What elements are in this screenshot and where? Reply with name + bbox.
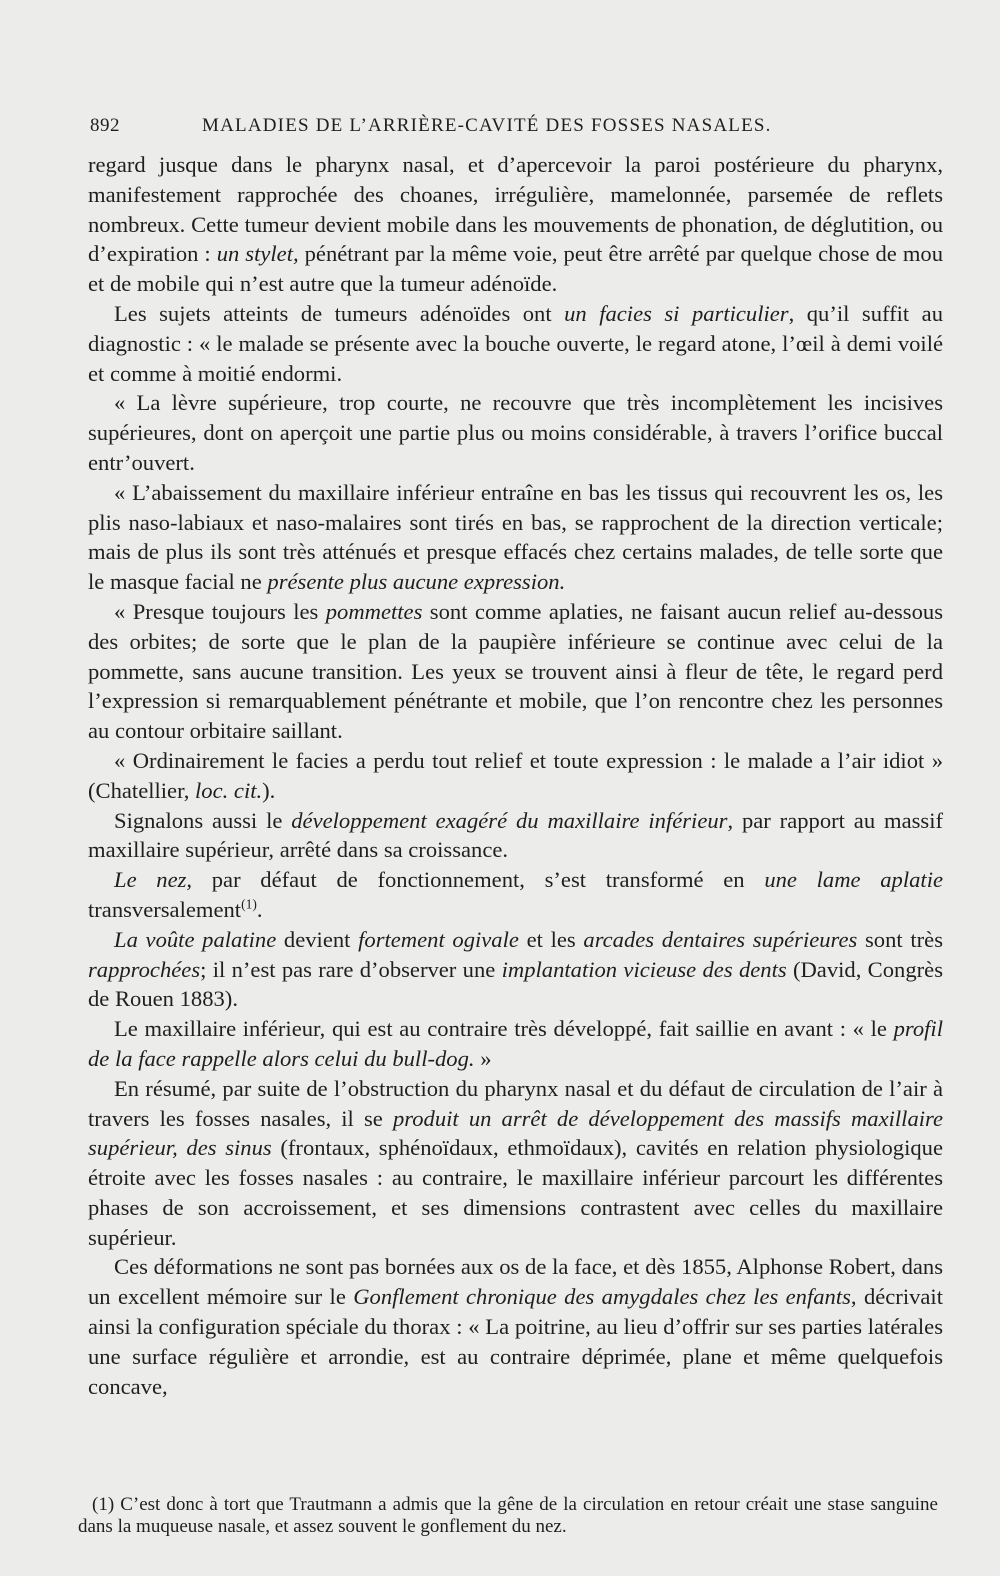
paragraph-6 xyxy=(88,746,943,806)
text-run: Signalons aussi le xyxy=(114,807,292,833)
text-run: « Ordinairement le facies a perdu tout relief et toute expression : le malade a l’air idiot » (Chatellier, xyxy=(88,747,943,803)
footnote-text xyxy=(78,1494,938,1538)
text-run: transversalement xyxy=(88,896,242,922)
running-title: MALADIES DE L’ARRIÈRE-CAVITÉ DES FOSSES NASALES. xyxy=(202,115,772,136)
italic-run: Gonflement chronique des amygdales chez les enfants xyxy=(353,1284,851,1310)
italic-run: loc. cit. xyxy=(195,777,263,803)
body-text xyxy=(88,150,943,1401)
italic-run: pommettes xyxy=(325,598,423,624)
text-run: par défaut de fonctionnement, s’est transformé en xyxy=(192,867,765,893)
italic-run: présente plus aucune expression. xyxy=(267,569,566,595)
text-run: » xyxy=(474,1045,492,1071)
italic-run: une lame aplatie xyxy=(764,867,943,893)
italic-run: profil de la face rappelle alors celui du bull-dog. xyxy=(88,1016,943,1071)
text-run: « L’abaissement du maxillaire inférieur entraîne en bas les tissus qui recouvrent les os, les plis naso-labiaux et naso-malaires sont tirés en bas, se rapprochent de la direction verticale; mais de plus ils sont très atténués et presque effacés chez certains malades, de telle sorte que le masque facial ne xyxy=(88,479,943,595)
paragraph-10 xyxy=(88,1014,943,1074)
text-run: sont comme aplaties, ne faisant aucun relief au-dessous des orbites; de sorte que le plan de la paupière inférieure se continue avec celui de la pommette, sans aucune transition. Les yeux se trouvent ainsi à fleur de tête, le regard perd l’expression si remarquablement pénétrante et mobile, que l’on rencontre chez les personnes au contour orbitaire saillant. xyxy=(88,598,943,744)
paragraph-8 xyxy=(88,865,943,925)
paragraph-12 xyxy=(88,1252,943,1401)
paragraph-9 xyxy=(88,925,943,1014)
text-run: , par rapport au massif maxillaire supérieur, arrêté dans sa croissance. xyxy=(88,807,943,863)
paragraph-2 xyxy=(88,299,943,388)
text-run: sont très xyxy=(857,926,943,952)
text-run: Ces déformations ne sont pas bornées aux os de la face, et dès 1855, Alphonse Robert, dans un excellent mémoire sur le xyxy=(88,1254,943,1310)
italic-run: un stylet, xyxy=(216,241,299,267)
text-run: En résumé, par suite de l’obstruction du pharynx nasal et du défaut de circulation de l’air à travers les fosses nasales, il se xyxy=(88,1075,943,1131)
text-run: pénétrant par la même voie, peut être arrêté par quelque chose de mou et de mobile qui n’est autre que la tumeur adénoïde. xyxy=(88,241,943,297)
text-run: C’est donc à tort que Trautmann a admis que la gêne de la circulation en retour créait une stase sanguine dans la muqueuse nasale, et assez souvent le gonflement du nez. xyxy=(78,1494,938,1537)
text-run: regard jusque dans le pharynx nasal, et d’apercevoir la paroi postérieure du pharynx, manifestement rapprochée des choanes, irrégulière, mamelonnée, parsemée de reflets nombreux. Cette tumeur devient mobile dans les mouvements de phonation, de déglutition, ou d’expiration : xyxy=(88,152,943,267)
italic-run: arcades dentaires supérieures xyxy=(583,926,858,952)
text-run: , qu’il suffit au diagnostic : « le malade se présente avec la bouche ouverte, le regard atone, l’œil à demi voilé et comme à moitié endormi. xyxy=(88,300,943,386)
italic-run: un facies si particulier xyxy=(564,300,789,326)
italic-run: développement exagéré du maxillaire inférieur xyxy=(291,807,728,833)
paragraph-5 xyxy=(88,597,943,746)
italic-run: La voûte palatine xyxy=(114,926,277,952)
paragraph-4 xyxy=(88,478,943,597)
footnote xyxy=(78,1494,938,1538)
text-run: (frontaux, sphénoïdaux, ethmoïdaux), cavités en relation physiologique étroite avec les fosses nasales : au contraire, le maxillaire inférieur parcourt les différentes phases de son accroissement, et ses dimensions contrastent avec celles du maxillaire supérieur. xyxy=(88,1135,943,1250)
italic-run: Le nez, xyxy=(114,867,193,893)
italic-run: produit un arrêt de développement des massifs maxillaire supérieur, des sinus xyxy=(88,1105,943,1161)
page-number: 892 xyxy=(90,115,120,136)
footnote-marker: (1) xyxy=(92,1494,115,1515)
text-run: , décrivait ainsi la configuration spéciale du thorax : « La poitrine, au lieu d’offrir sur ses parties latérales une surface régulière et arrondie, est au contraire déprimée, plane et même quelquefois concave, xyxy=(88,1284,943,1399)
text-run: Les sujets atteints de tumeurs adénoïdes ont xyxy=(114,300,565,326)
text-run: ). xyxy=(262,777,276,803)
paragraph-11 xyxy=(88,1074,943,1253)
footnote-ref: (1) xyxy=(241,896,257,912)
text-run: (David, Congrès de Rouen 1883). xyxy=(88,956,943,1012)
text-run: « Presque toujours les xyxy=(114,598,326,624)
italic-run: implantation vicieuse des dents xyxy=(501,956,787,982)
text-run: . xyxy=(256,896,263,922)
italic-run: rapprochées xyxy=(88,956,201,982)
italic-run: fortement ogivale xyxy=(358,926,519,952)
text-run: et les xyxy=(518,926,584,952)
text-run: ; il n’est pas rare d’observer une xyxy=(200,956,502,982)
text-run: Le maxillaire inférieur, qui est au contraire très développé, fait saillie en avant : « le xyxy=(114,1016,894,1042)
paragraph-7 xyxy=(88,806,943,866)
paragraph-1 xyxy=(88,150,943,299)
text-run: devient xyxy=(276,926,359,952)
paragraph-3: « La lèvre supérieure, trop courte, ne recouvre que très incomplètement les incisives supérieures, dont on aperçoit une partie plus ou moins considérable, à travers l’orifice buccal entr’ouvert. xyxy=(88,390,943,475)
